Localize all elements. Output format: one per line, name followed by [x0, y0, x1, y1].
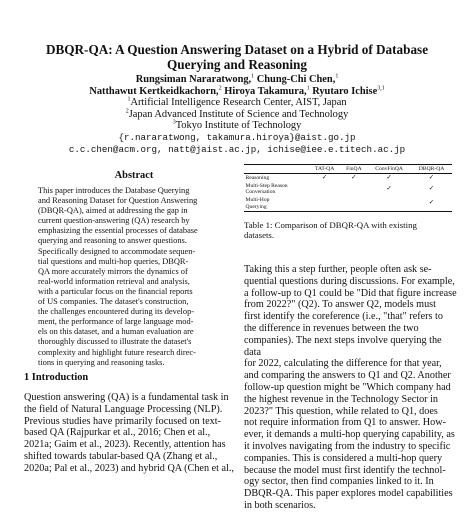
- affiliation-text: Japan Advanced Institute of Science and Technology: [128, 108, 349, 120]
- table-header-cell: DBQR-QA: [411, 165, 452, 174]
- check-mark: ✓: [428, 185, 435, 192]
- table-header-cell: ConvFinQA: [367, 165, 411, 174]
- author-sup: 2: [218, 85, 222, 92]
- abstract-heading: Abstract: [114, 170, 154, 181]
- affiliation-3: [20, 120, 454, 132]
- table-row-label: Multi-Hop Querying: [244, 196, 309, 211]
- email-line-2: c.c.chen@acm.org, natt@jaist.ac.jp, ichise@iee.e.titech.ac.jp: [68, 143, 406, 155]
- table-row: [244, 196, 452, 211]
- check-mark: ✓: [386, 173, 392, 181]
- check-mark: [341, 196, 368, 211]
- affiliation-sup: 3: [172, 119, 176, 126]
- check-mark: ✓: [386, 185, 392, 192]
- author-name: Ryutaro Ichise: [312, 85, 378, 97]
- author-sup: 1: [335, 73, 339, 80]
- affiliation-2: [20, 109, 454, 121]
- section-heading-introduction: 1 Introduction: [24, 372, 89, 383]
- abstract-text: This paper introduces the Database Querying and Reasoning Dataset for Question Answering (DBQR-QA), aimed at addressing the gap in current question-answering (QA) research by emphasizing the essential processes of database querying and reasoning to answer questions. Specifically designed to accommodate sequen- tial questions and multi-hop queries, DBQR- QA more accurately mirrors the dynamics of real-world information retrieval and analysis, with a particular focus on the financial reports of US companies. The dataset's construction, the challenges encountered during its develop- ment, the performance of large language mod- els on this dataset, and a human evaluation are thoroughly discussed to illustrate the dataset's complexity and highlight future research direc- tions in querying and reasoning tasks.: [38, 186, 198, 367]
- check-mark: ✓: [321, 173, 328, 181]
- table-header-cell: [244, 165, 309, 174]
- table-row: [244, 182, 452, 196]
- affiliation-text: Tokyo Institute of Technology: [175, 120, 302, 132]
- author-line-1: [20, 74, 454, 86]
- table-row-label: Multi-Step Reason Conversation: [245, 182, 288, 196]
- check-mark: ✓: [411, 196, 452, 211]
- affiliation-1: [20, 97, 454, 109]
- check-mark: ✓: [428, 173, 435, 181]
- comparison-table: [244, 164, 452, 212]
- table-row-label: Reasoning: [245, 174, 270, 181]
- table-caption: Table 1: Comparison of DBQR-QA with existing datasets.: [244, 220, 417, 241]
- introduction-text: Question answering (QA) is a fundamental task in the field of Natural Language Processing (NLP). Previous studies have primarily focused on text- based QA (Rajpurkar et al., 2016; Chen et al., 2021a; Gaim et al., 2023). Recently, attention has shifted towards tabular-based QA (Zhang et al., 2020a; Pal et al., 2023) and hybrid QA (Chen et al.,: [24, 392, 234, 474]
- paper-title: DBQR-QA: A Question Answering Dataset on a Hybrid of Database Querying and Reasoning: [45, 42, 429, 72]
- author-name: Natthawut Kertkeidkachorn,: [89, 85, 219, 97]
- right-column-text: Taking this a step further, people often ask se- quential questions during discussions. For example, a follow-up to Q1 could be "Did that figure increase from 2022?" (Q2). To answer Q2, models must first identify the coreference (i.e., "that" refers to the difference in revenues between the two companies). The next steps involve querying the data for 2022, calculating the difference for that year, and comparing the answers to Q1 and Q2. Another follow-up question might be "Which company had the highest revenue in the Technology Sector in 2023?" This question, while related to Q1, does not require information from Q1 to answer. How- ever, it demands a multi-hop querying capability, as it involves navigating from the industry to specific companies. This is considered a multi-hop query because the model must first identify the technol- ogy sector, then find companies linked to it. In DBQR-QA. This paper explores model capabilities in both scenarios.: [244, 264, 457, 511]
- email-line-1: {r.nararatwong, takamura.hiroya}@aist.go.jp: [118, 131, 356, 143]
- table-header-cell: TAT-QA: [309, 165, 341, 174]
- check-mark: [341, 182, 368, 196]
- table-header-cell: FinQA: [341, 165, 368, 174]
- table-row: [244, 174, 452, 183]
- table-header-row: [244, 165, 452, 174]
- affiliation-text: Artificial Intelligence Research Center, AIST, Japan: [130, 97, 347, 109]
- affiliation-sup: 2: [125, 108, 129, 115]
- author-sup: 1: [251, 73, 255, 80]
- check-mark: ✓: [351, 173, 357, 181]
- check-mark: [309, 196, 341, 211]
- check-mark: [367, 196, 411, 211]
- check-mark: [309, 182, 341, 196]
- author-name: Hiroya Takamura,: [224, 85, 307, 97]
- author-sup: 3,1: [377, 85, 385, 92]
- author-sup: 1: [306, 85, 310, 92]
- author-name: Rungsiman Nararatwong,: [135, 74, 252, 85]
- author-name: Chung-Chi Chen,: [256, 74, 336, 85]
- affiliation-sup: 1: [127, 96, 131, 103]
- author-line-2: [20, 86, 454, 98]
- author-block: [20, 74, 454, 155]
